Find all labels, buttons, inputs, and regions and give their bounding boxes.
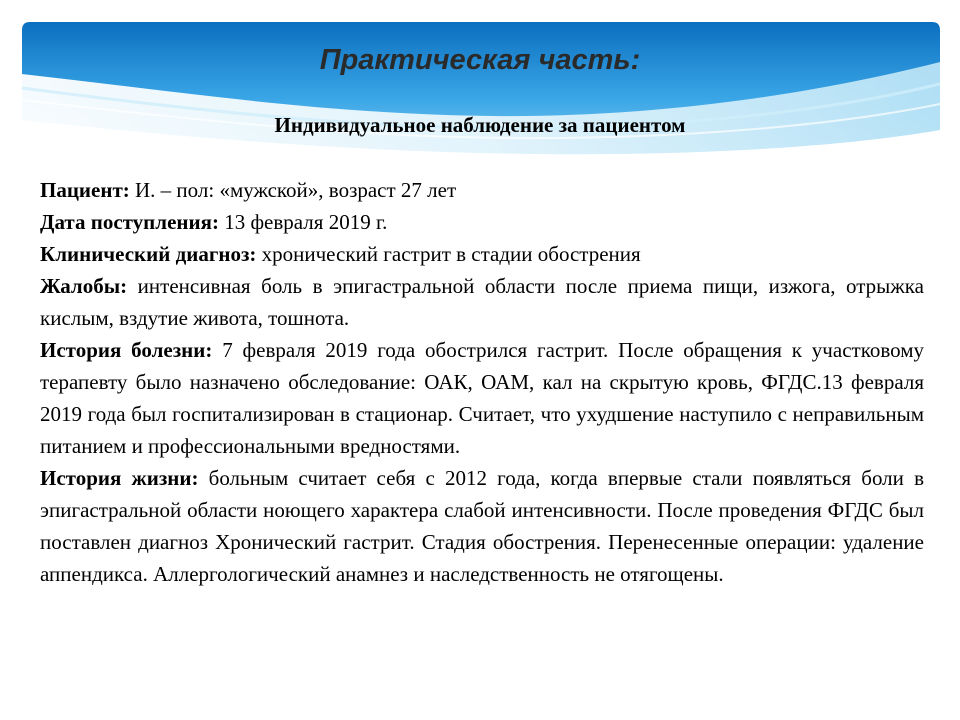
complaints-label: Жалобы:: [40, 274, 128, 298]
diagnosis-row: [40, 238, 924, 270]
disease-history-row: [40, 334, 924, 462]
wave-graphic: [22, 22, 940, 162]
slide-subtitle: Индивидуальное наблюдение за пациентом: [274, 113, 686, 137]
life-history-label: История жизни:: [40, 466, 199, 490]
life-history-value: больным считает себя с 2012 года, когда впервые стали появляться боли в эпигастральной области ноющего характера слабой интенсивности. После проведения ФГДС был поставлен диагноз Хронический гастрит. Стадия обострения. Перенесенные операции: удаление аппендикса. Аллергологический анамнез и наследственность не отягощены.: [40, 466, 924, 586]
life-history-row: [40, 462, 924, 590]
slide-title: Практическая часть:: [319, 44, 641, 76]
patient-label: Пациент:: [40, 178, 130, 202]
disease-history-value: 7 февраля 2019 года обострился гастрит. После обращения к участковому терапевту было назначено обследование: ОАК, ОАМ, кал на скрытую кровь, ФГДС.13 февраля 2019 года был госпитализирован в стационар. Считает, что ухудшение наступило с неправильным питанием и профессиональными вредностями.: [40, 338, 924, 458]
admission-value: 13 февраля 2019 г.: [218, 210, 388, 234]
diagnosis-value: хронический гастрит в стадии обострения: [256, 242, 641, 266]
patient-record: [40, 174, 924, 590]
complaints-value: интенсивная боль в эпигастральной области после приема пищи, изжога, отрыжка кислым, вздутие живота, тошнота.: [40, 274, 924, 330]
complaints-row: [40, 270, 924, 334]
disease-history-label: История болезни:: [40, 338, 213, 362]
patient-value: И. – пол: «мужской», возраст 27 лет: [129, 178, 457, 202]
admission-row: [40, 206, 924, 238]
admission-label: Дата поступления:: [40, 210, 219, 234]
header-wave-banner: [22, 22, 940, 162]
diagnosis-label: Клинический диагноз:: [40, 242, 257, 266]
patient-row: [40, 174, 924, 206]
